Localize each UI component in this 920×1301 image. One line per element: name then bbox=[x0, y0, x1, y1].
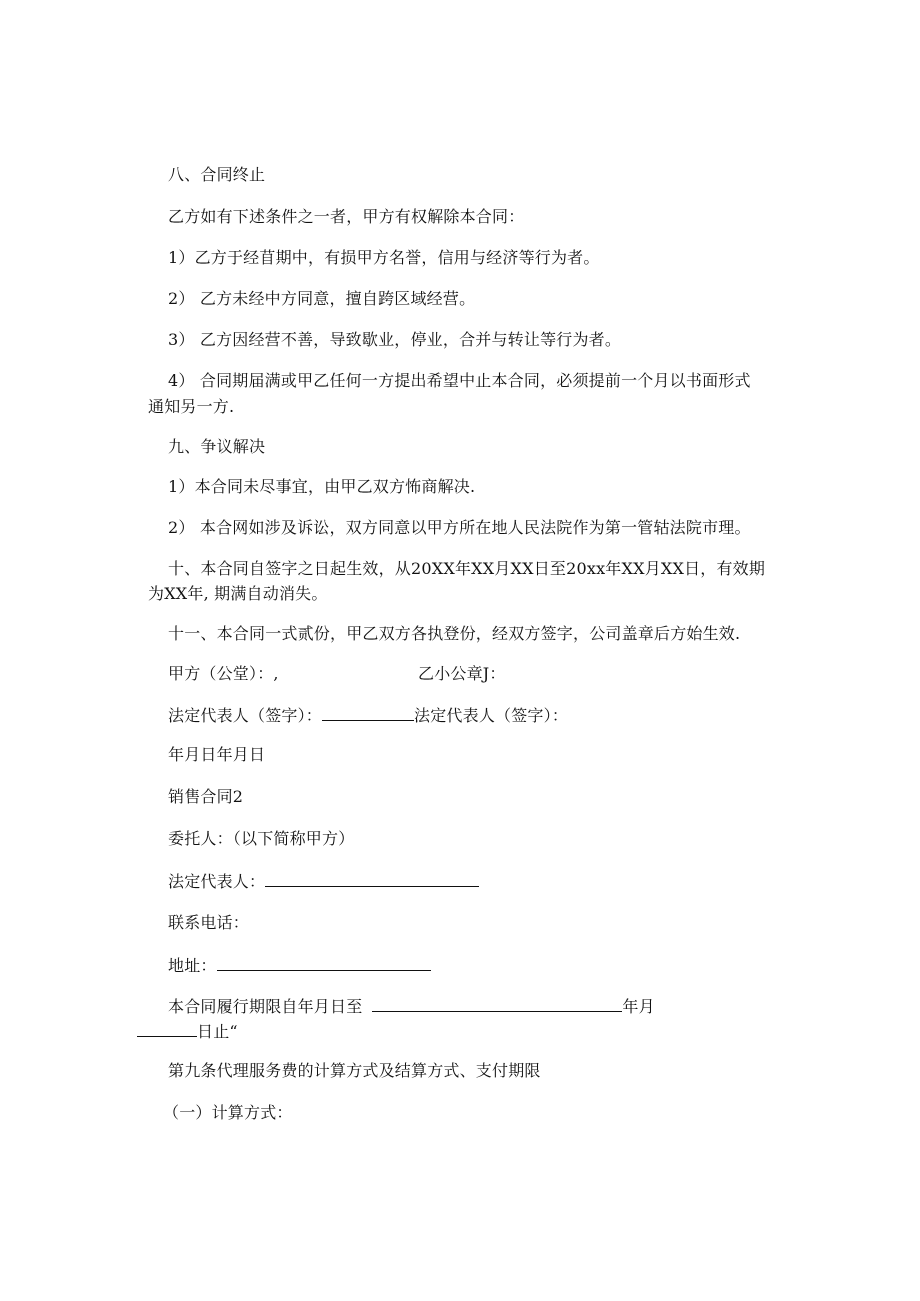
contract-2-representative bbox=[168, 871, 479, 892]
contract-2-client: 委托人：（以下简称甲方） bbox=[168, 829, 355, 848]
section-9-item-1: 1）本合同未尽事宜，由甲乙双方怖商解决. bbox=[168, 477, 476, 496]
contract-2-term-prefix: 本合同履行期限自年月日至 bbox=[168, 997, 363, 1016]
representative-signatures bbox=[168, 705, 568, 726]
section-8-item-2: 2） 乙方未经中方同意，擅自跨区域经营。 bbox=[168, 289, 476, 308]
contract-2-term-blank bbox=[372, 996, 622, 1012]
party-b-seal: 乙小公章J： bbox=[418, 664, 506, 683]
contract-2-address-label: 地址： bbox=[168, 956, 217, 975]
section-9-item-2: 2） 本合网如涉及诉讼，双方同意以甲方所在地人民法院作为第一管轱法院市理。 bbox=[168, 518, 751, 537]
contract-2-term-line-1 bbox=[168, 996, 655, 1017]
section-11: 十一、本合同一式贰份，甲乙双方各执登份，经双方签字，公司盖章后方始生效. bbox=[168, 624, 741, 643]
section-8-intro: 乙方如有下述条件之一者，甲方有权解除本合同： bbox=[168, 207, 525, 226]
party-a-seal: 甲方（公堂）：, bbox=[168, 664, 279, 683]
party-b-representative-label: 法定代表人（签字）： bbox=[414, 706, 569, 725]
section-8-item-1: 1）乙方于经苜期中，有损甲方名誉，信用与经济等行为者。 bbox=[168, 248, 600, 267]
section-8-item-3: 3） 乙方因经营不善，导致歇业，停业，合并与转让等行为者。 bbox=[168, 330, 622, 349]
contract-2-phone: 联系电话： bbox=[168, 913, 250, 932]
signature-dates: 年月日年月日 bbox=[168, 745, 266, 764]
section-9-heading: 九、争议解决 bbox=[168, 437, 266, 456]
contract-2-representative-label: 法定代表人： bbox=[168, 872, 266, 891]
section-10-line-2: 为XX年, 期满自动消失。 bbox=[148, 584, 328, 603]
contract-2-address-blank bbox=[217, 955, 431, 971]
section-10-line-1: 十、本合同自签字之日起生效，从20XX年XX月XX日至20xx年XX月XX日，有效期 bbox=[168, 559, 766, 578]
party-a-representative-blank bbox=[322, 705, 414, 721]
contract-2-article-9: 第九条代理服务费的计算方式及结算方式、支付期限 bbox=[168, 1061, 541, 1080]
contract-2-term-suffix: 年月 bbox=[622, 997, 655, 1016]
contract-2-address bbox=[168, 955, 431, 976]
section-8-heading: 八、合同终止 bbox=[168, 165, 266, 184]
section-8-item-4-line-1: 4） 合同期届满或甲乙任何一方提出希望中止本合同，必须提前一个月以书面形式 bbox=[168, 371, 751, 390]
contract-2-term-line-2 bbox=[137, 1021, 238, 1042]
contract-2-calculation-method: （一）计算方式： bbox=[163, 1103, 293, 1122]
party-a-representative-label: 法定代表人（签字）： bbox=[168, 706, 323, 725]
contract-2-title: 销售合同2 bbox=[168, 787, 244, 806]
contract-2-term-end-blank bbox=[137, 1021, 197, 1037]
contract-2-representative-blank bbox=[265, 871, 479, 887]
section-8-item-4-line-2: 通知另一方. bbox=[148, 397, 235, 416]
contract-2-term-end: 日止“ bbox=[197, 1022, 238, 1041]
